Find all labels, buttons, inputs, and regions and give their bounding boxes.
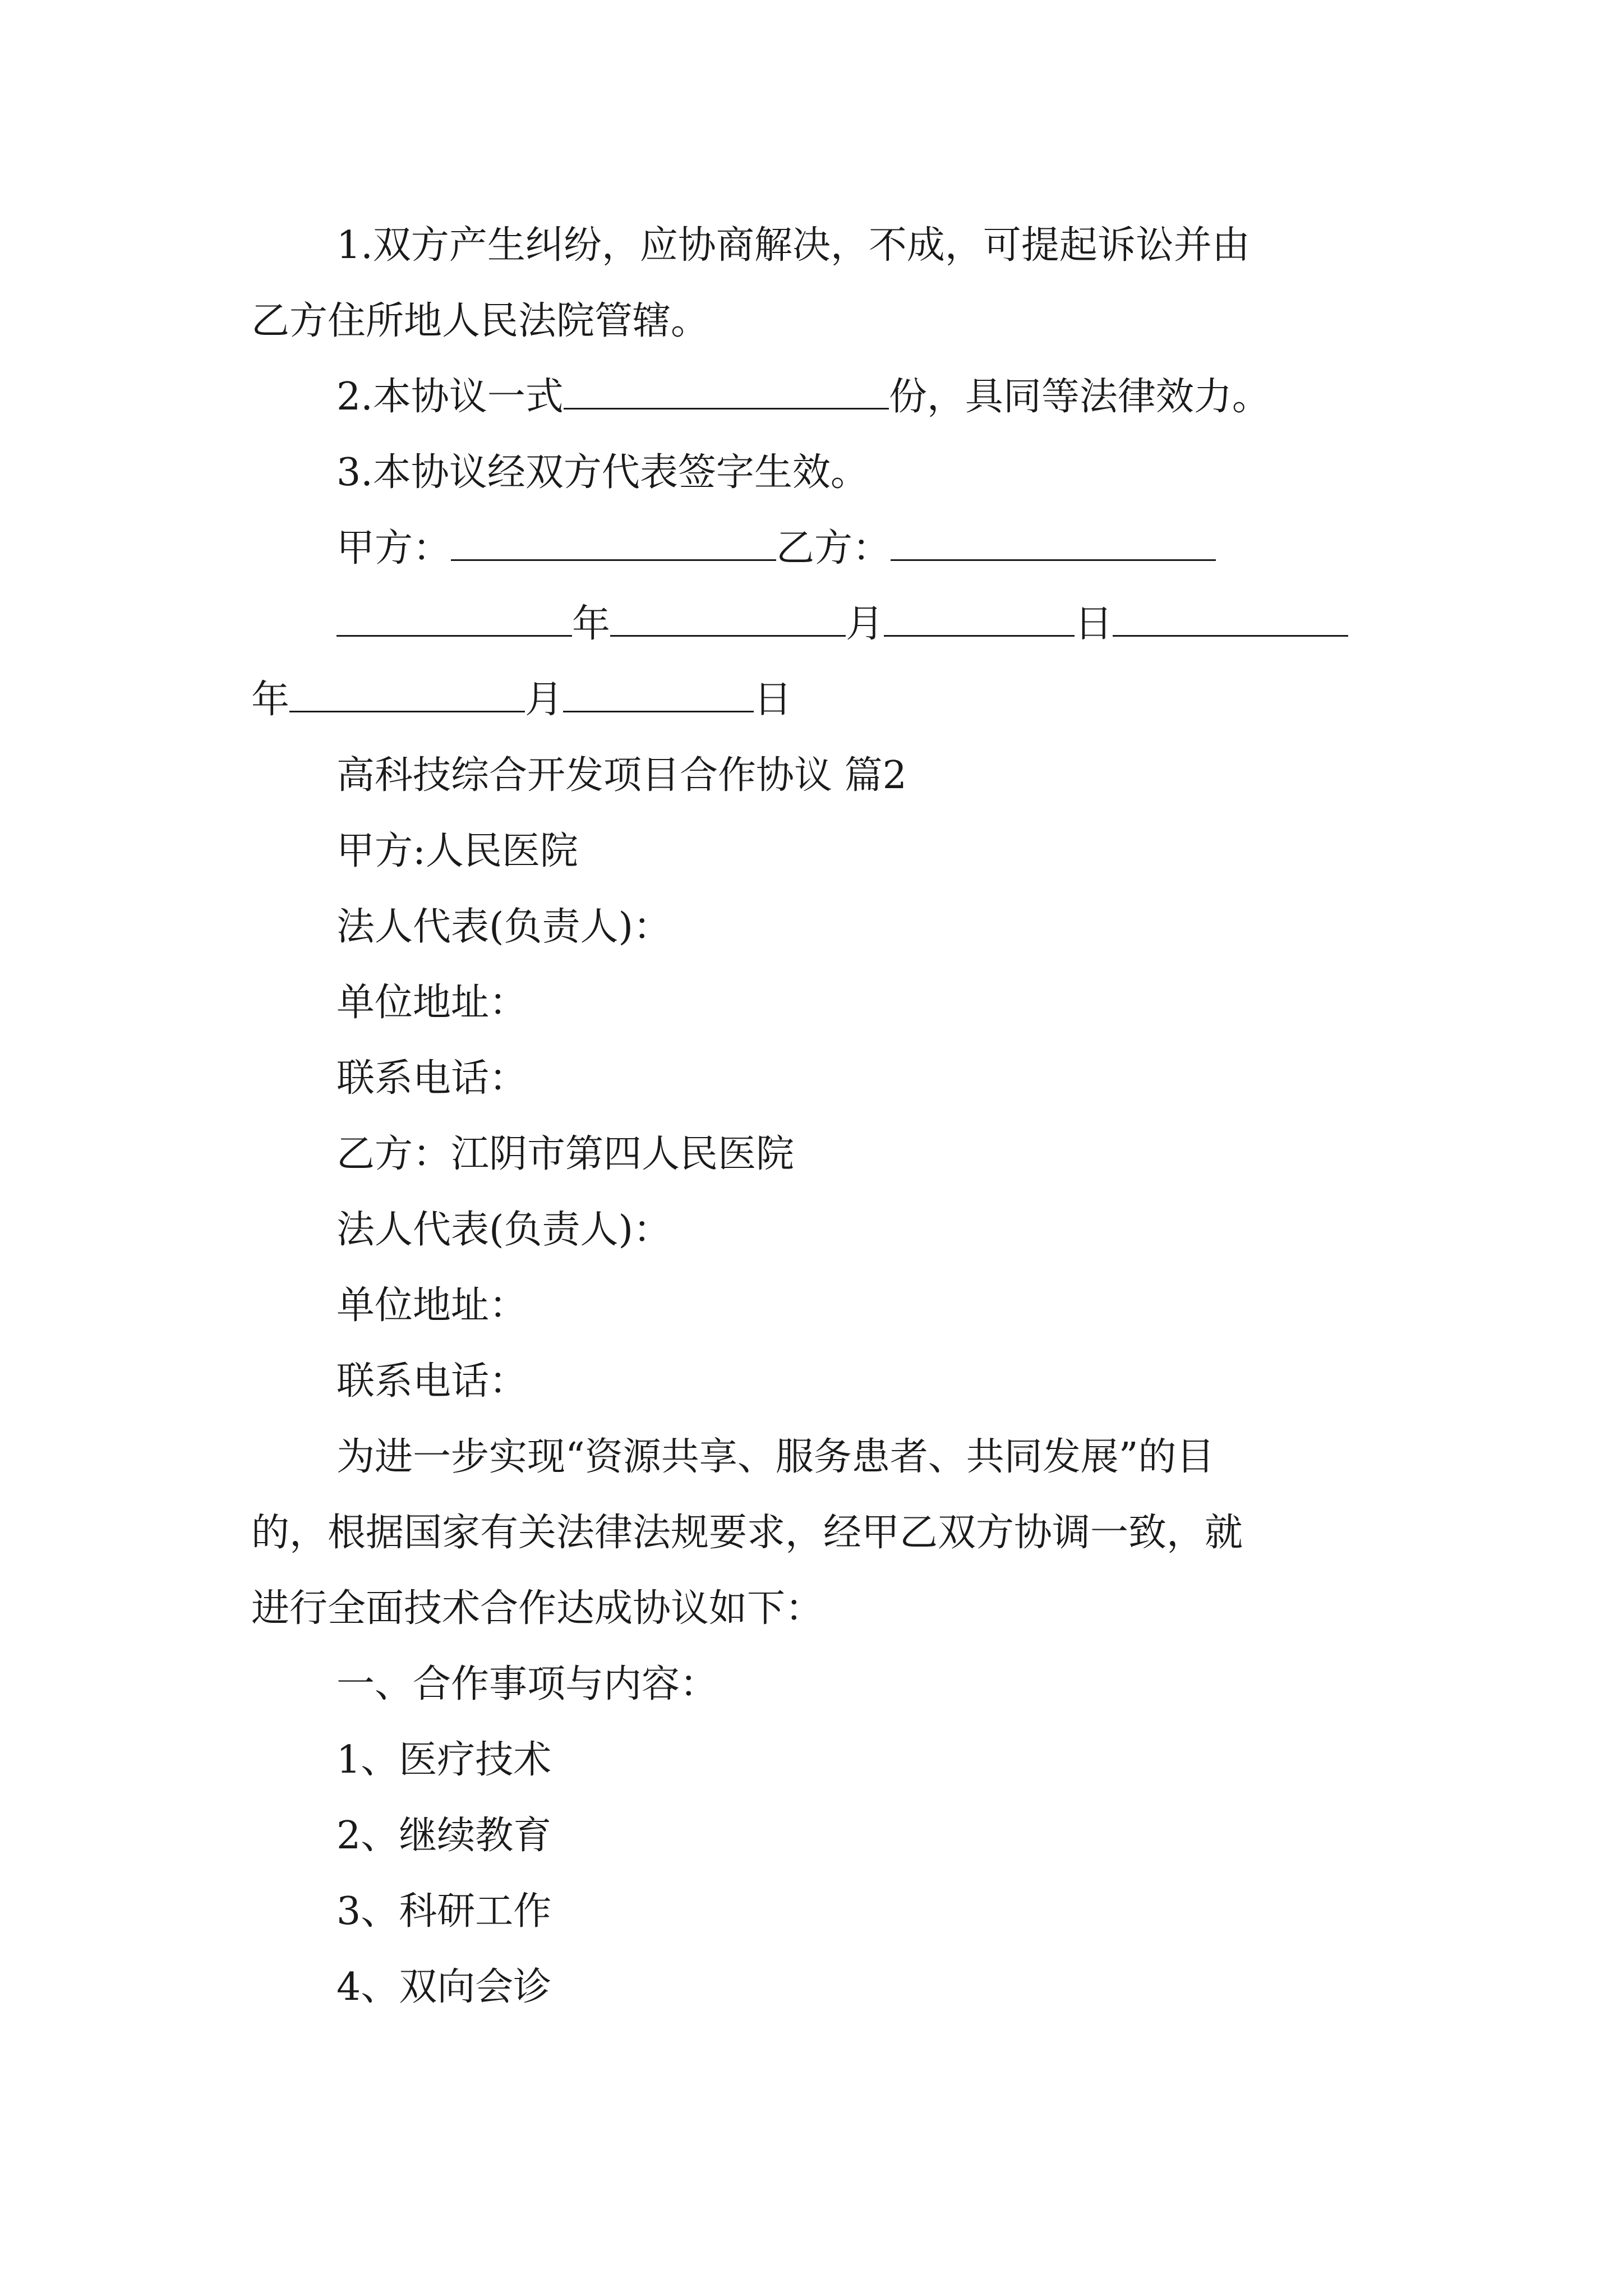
list-item: 2、继续教育 <box>336 1814 552 1858</box>
list-item: 4、双向会诊 <box>336 1965 552 2009</box>
section-title: 高科技综合开发项目合作协议 篇2 <box>336 753 907 798</box>
list-item: 1、医疗技术 <box>336 1738 552 1782</box>
party-b-phone: 联系电话： <box>336 1359 528 1404</box>
section-heading-cooperation: 一、合作事项与内容： <box>336 1662 718 1706</box>
copies-blank <box>564 373 889 409</box>
party-b-signature-blank <box>891 524 1216 561</box>
date-line-1 <box>0 596 1623 652</box>
preamble-line-1: 为进一步实现“资源共享、服务患者、共同发展”的目 <box>336 1435 1215 1479</box>
clause-1-line-1: 1.双方产生纠纷，应协商解决，不成，可提起诉讼并由 <box>336 223 1250 268</box>
party-a-name: 甲方:人民医院 <box>336 829 578 873</box>
day-label-2: 日 <box>754 678 792 722</box>
list-item: 3、科研工作 <box>336 1889 552 1934</box>
clause-3: 3.本协议经双方代表签字生效。 <box>336 450 869 495</box>
party-b-label: 乙方： <box>776 526 891 570</box>
party-a-signature-blank <box>451 524 776 561</box>
clause-2-text-end: 份，具同等法律效力。 <box>888 375 1270 419</box>
party-a-label: 甲方： <box>336 526 451 570</box>
month-label: 月 <box>846 602 884 646</box>
party-a-legal-rep: 法人代表(负责人)： <box>336 905 672 949</box>
party-b-address: 单位地址： <box>336 1283 528 1328</box>
party-b-legal-rep: 法人代表(负责人)： <box>336 1208 672 1252</box>
year-blank-2 <box>1113 600 1348 637</box>
party-a-phone: 联系电话： <box>336 1056 528 1101</box>
clause-2-text-start: 2.本协议一式 <box>336 375 564 419</box>
date-line-2 <box>0 672 1623 728</box>
month-blank <box>610 600 846 637</box>
clause-1-line-2: 乙方住所地人民法院管辖。 <box>251 299 709 343</box>
year-label-2: 年 <box>251 678 290 722</box>
month-blank-2 <box>289 676 525 712</box>
signature-line <box>0 521 1623 577</box>
preamble-line-2: 的，根据国家有关法律法规要求，经甲乙双方协调一致，就 <box>251 1511 1243 1555</box>
party-a-address: 单位地址： <box>336 981 528 1025</box>
party-b-name: 乙方：江阴市第四人民医院 <box>336 1132 795 1176</box>
clause-2 <box>0 369 1623 425</box>
year-blank <box>336 600 572 637</box>
day-label: 日 <box>1075 602 1113 646</box>
day-blank-2 <box>563 676 754 712</box>
day-blank <box>884 600 1075 637</box>
year-label: 年 <box>572 602 611 646</box>
month-label-2: 月 <box>525 678 564 722</box>
preamble-line-3: 进行全面技术合作达成协议如下： <box>251 1586 824 1631</box>
